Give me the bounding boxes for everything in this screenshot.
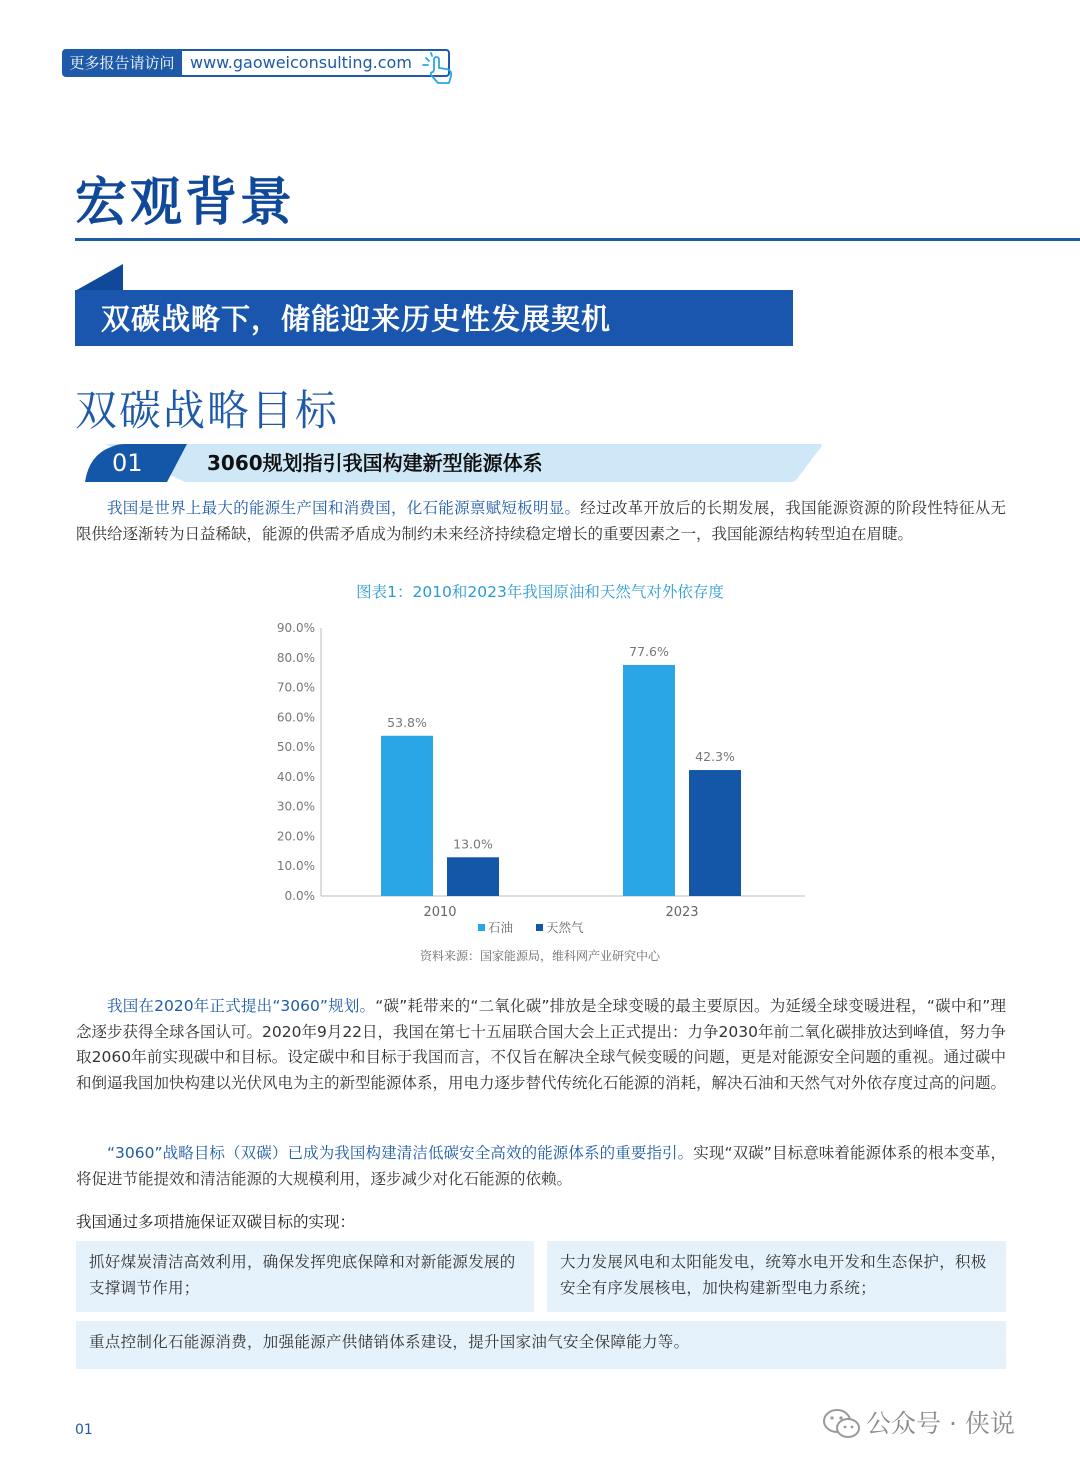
- x-tick-label: 2010: [423, 905, 457, 920]
- wechat-icon: [822, 1407, 862, 1441]
- paragraph-1-highlight: 我国是世界上最大的能源生产国和消费国，化石能源禀赋短板明显。: [107, 499, 581, 517]
- header-url-link[interactable]: www.gaoweiconsulting.com: [182, 49, 450, 77]
- page-title: 宏观背景: [75, 173, 296, 233]
- y-tick-label: 60.0%: [276, 710, 315, 725]
- y-tick-label: 90.0%: [276, 621, 315, 635]
- watermark-text: 公众号 · 侠说: [866, 1409, 1015, 1438]
- y-tick-label: 30.0%: [276, 799, 315, 814]
- x-tick-label: 2023: [665, 905, 699, 920]
- measure-box-1: 抓好煤炭清洁高效利用，确保发挥兜底保障和对新能源发展的支撑调节作用；: [76, 1241, 534, 1312]
- section-heading: 双碳战略目标: [75, 386, 340, 435]
- paragraph-2: [76, 994, 1006, 1096]
- y-tick-label: 80.0%: [276, 650, 315, 665]
- y-tick-label: 70.0%: [276, 680, 315, 695]
- pointer-hand-icon: [420, 52, 460, 90]
- legend-label: 石油: [488, 920, 514, 935]
- y-tick-label: 20.0%: [276, 829, 315, 844]
- legend-swatch-天然气: [536, 924, 543, 931]
- banner-corner-decoration: [75, 264, 125, 291]
- paragraph-3-body: 实现“双碳”目标意味着能源体系的根本变革，将促进节能提效和清洁能源的大规模利用，逐步减少对化石能源的依赖。: [76, 1144, 1006, 1188]
- paragraph-3: [76, 1141, 1006, 1192]
- title-divider: [75, 238, 1080, 241]
- bar-chart: [0, 610, 1080, 940]
- bar-天然气-2010: [447, 857, 499, 896]
- data-label: 42.3%: [695, 749, 735, 765]
- legend-label: 天然气: [546, 920, 584, 935]
- bar-天然气-2023: [689, 770, 741, 896]
- section-banner: 双碳战略下，储能迎来历史性发展契机: [75, 290, 793, 346]
- measure-box-3: 重点控制化石能源消费，加强能源产供储销体系建设，提升国家油气安全保障能力等。: [76, 1321, 1006, 1369]
- measures-title: 我国通过多项措施保证双碳目标的实现：: [76, 1213, 356, 1231]
- chart-title: 图表1：2010和2023年我国原油和天然气对外依存度: [356, 583, 724, 601]
- paragraph-3-highlight: “3060”战略目标（双碳）已成为我国构建清洁低碳安全高效的能源体系的重要指引。: [107, 1144, 694, 1162]
- y-tick-label: 50.0%: [276, 740, 315, 755]
- paragraph-1-body: 经过改革开放后的长期发展，我国能源资源的阶段性特征从无限供给逐渐转为日益稀缺，能源的供需矛盾成为制约未来经济持续稳定增长的重要因素之一，我国能源结构转型迫在眉睫。: [76, 499, 1006, 543]
- paragraph-2-body: “碳”耗带来的“二氧化碳”排放是全球变暖的最主要原因。为延缓全球变暖进程，“碳中和”理念逐步获得全球各国认可。2020年9月22日，我国在第七十五届联合国大会上正式提出：力争2030年前二氧化碳排放达到峰值，努力争取2060年前实现碳中和目标。设定碳中和目标于我国而言，不仅旨在解决全球气候变暖的问题，更是对能源安全问题的重视。通过碳中和倒逼我国加快构建以光伏风电为主的新型能源体系，用电力逐步替代传统化石能源的消耗，解决石油和天然气对外依存度过高的问题。: [76, 997, 1007, 1092]
- paragraph-1: [76, 496, 1006, 547]
- page-number: 01: [75, 1422, 93, 1438]
- subsection-title: 3060规划指引我国构建新型能源体系: [207, 451, 543, 475]
- paragraph-2-highlight: 我国在2020年正式提出“3060”规划。: [107, 997, 376, 1015]
- bar-石油-2010: [381, 736, 433, 896]
- y-tick-label: 0.0%: [284, 889, 315, 903]
- data-label: 13.0%: [453, 836, 493, 852]
- header-tag: 更多报告请访问: [62, 49, 182, 77]
- y-tick-label: 10.0%: [276, 859, 315, 874]
- bar-石油-2023: [623, 665, 675, 896]
- y-tick-label: 40.0%: [276, 769, 315, 784]
- data-label: 77.6%: [629, 643, 669, 659]
- measure-box-2: 大力发展风电和太阳能发电，统筹水电开发和生态保护，积极安全有序发展核电，加快构建新型电力系统；: [547, 1241, 1006, 1312]
- legend-swatch-石油: [478, 924, 485, 931]
- subsection-number: 01: [112, 449, 143, 477]
- chart-source: 资料来源：国家能源局，维科网产业研究中心: [419, 949, 660, 963]
- data-label: 53.8%: [387, 714, 427, 730]
